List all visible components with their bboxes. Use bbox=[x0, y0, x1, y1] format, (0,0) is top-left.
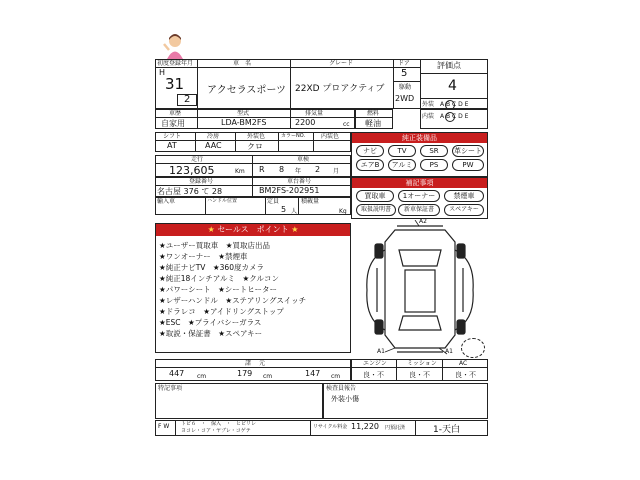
car-name: アクセラスポーツ bbox=[207, 85, 286, 96]
displacement: 2200 bbox=[295, 118, 316, 127]
era: H bbox=[159, 68, 166, 77]
note-item: 禁煙車 bbox=[444, 190, 484, 202]
reg-year: 31 bbox=[165, 75, 185, 93]
equipment-title: 純正装備品 bbox=[352, 133, 487, 143]
note-item: 買取車 bbox=[356, 190, 394, 202]
dim-width: 179 bbox=[237, 369, 253, 378]
ac-cond-label: AC bbox=[459, 360, 468, 367]
car-damage-diagram bbox=[355, 220, 488, 356]
exterior-label: 外装 bbox=[422, 101, 435, 108]
engine-status: 良・不 bbox=[363, 371, 384, 379]
model-label: 型式 bbox=[237, 110, 250, 117]
cc: cc bbox=[343, 121, 350, 128]
reg-no-label: 登録番号 bbox=[189, 178, 214, 185]
parts-text: ヨコレ・コア・ヤブレ・コゲテ bbox=[181, 428, 251, 434]
equip-item: PW bbox=[452, 159, 484, 171]
note-item: スペアキー bbox=[444, 204, 484, 216]
sales-point: ★純正ナビTV ★360度カメラ bbox=[159, 263, 264, 272]
exterior-color-label: 外装色 bbox=[247, 133, 266, 140]
dimensions-title: 諸元 bbox=[245, 360, 274, 367]
equip-item: PS bbox=[420, 159, 448, 171]
tools-text: トビ６ ・ 保入 ・ ヒビリレ bbox=[181, 421, 257, 427]
equip-item: SR bbox=[420, 145, 448, 157]
fuel-label: 燃料 bbox=[367, 110, 380, 117]
mileage: 123,605 bbox=[169, 164, 215, 177]
ac-label: 冷房 bbox=[207, 133, 220, 140]
doors: 5 bbox=[401, 68, 408, 79]
recycle-note: 円預託済 bbox=[385, 425, 406, 431]
cm: cm bbox=[263, 373, 273, 380]
recycle-amount: 11,220 bbox=[351, 422, 379, 431]
dashed-circle bbox=[461, 338, 485, 358]
use-label: 車歴 bbox=[169, 110, 182, 117]
note-item: 新車保証書 bbox=[398, 204, 440, 216]
reg-month: 2 bbox=[184, 94, 191, 105]
ac-type: AAC bbox=[205, 141, 222, 150]
load-label: 積載量 bbox=[301, 198, 320, 205]
shift: AT bbox=[167, 141, 177, 150]
import-label: 輸入車 bbox=[157, 198, 176, 205]
sales-point: ★パワーシート ★シートヒーター bbox=[159, 285, 277, 294]
recycle-label: リサイクル料金 bbox=[313, 424, 348, 430]
displacement-label: 排気量 bbox=[305, 110, 324, 117]
mission-status: 良・不 bbox=[409, 371, 430, 379]
sales-point: ★ESC ★プライバシーガラス bbox=[159, 318, 262, 327]
capacity: 5 bbox=[281, 205, 287, 214]
sales-point: ★レザーハンドル ★ステアリングスイッチ bbox=[159, 296, 307, 305]
inspector-label: 検査員報告 bbox=[326, 385, 357, 392]
equip-item: ナビ bbox=[356, 145, 384, 157]
damage-mark: A1 bbox=[445, 348, 453, 355]
fw-label: F W bbox=[158, 423, 170, 430]
handle-label: ハンドル位置 bbox=[207, 198, 238, 204]
ac-status: 良・不 bbox=[455, 371, 476, 379]
engine-label: エンジン bbox=[363, 360, 387, 367]
interior-selected-circle bbox=[445, 112, 455, 122]
storage-location: 1-天白 bbox=[433, 425, 460, 435]
note-item: 取扱説明書 bbox=[356, 204, 396, 216]
dim-height: 147 bbox=[305, 369, 321, 378]
inspection-label: 車検 bbox=[297, 156, 310, 163]
equip-item: TV bbox=[388, 145, 416, 157]
drive-label: 駆動 bbox=[399, 84, 412, 91]
score: 4 bbox=[448, 78, 457, 94]
reg-no: 名古屋 376 て 28 bbox=[157, 187, 223, 196]
auction-sheet bbox=[155, 28, 488, 448]
chassis: BM2FS-202951 bbox=[259, 186, 320, 195]
chassis-label: 車台番号 bbox=[287, 178, 312, 185]
grade-label: グレード bbox=[329, 60, 354, 67]
sales-point: ★ドラレコ ★アイドリングストップ bbox=[159, 307, 284, 316]
damage-mark: A1 bbox=[377, 348, 385, 355]
cm: cm bbox=[331, 373, 341, 380]
kg: Kg bbox=[339, 208, 347, 215]
mileage-label: 走行 bbox=[191, 156, 204, 163]
drive: 2WD bbox=[395, 94, 415, 103]
exterior-selected-circle bbox=[445, 100, 455, 110]
sales-points bbox=[159, 240, 306, 339]
person: 人 bbox=[291, 208, 298, 215]
first-reg-label: 初度登録年月 bbox=[157, 60, 194, 67]
insp-era: R bbox=[259, 165, 265, 174]
km: Km bbox=[235, 168, 245, 175]
inspector-note: 外装小傷 bbox=[331, 395, 359, 403]
sales-point: ★純正18インチアルミ ★クルコン bbox=[159, 274, 279, 283]
tsuki: 月 bbox=[333, 168, 340, 175]
shift-label: シフト bbox=[163, 133, 182, 140]
sales-point: ★取説・保証書 ★スペアキー bbox=[159, 329, 263, 338]
notes-title: 補記事項 bbox=[352, 178, 487, 188]
interior-label: 内装 bbox=[422, 113, 435, 120]
equip-item: アルミ bbox=[388, 159, 416, 171]
use: 自家用 bbox=[161, 119, 185, 128]
equip-item: エアB bbox=[356, 159, 384, 171]
sales-point: ★ワンオーナー ★禁煙車 bbox=[159, 252, 248, 261]
exterior-grades: A B C D E bbox=[440, 101, 469, 108]
mission-label: ミッション bbox=[407, 360, 437, 367]
grade: 22XD プロアクティブ bbox=[295, 84, 385, 94]
capacity-label: 定員 bbox=[267, 198, 280, 205]
nen: 年 bbox=[295, 168, 302, 175]
equip-item: 革シート bbox=[454, 147, 482, 155]
interior-grades: A B C D E bbox=[440, 113, 469, 120]
fuel: 軽油 bbox=[365, 119, 381, 128]
color-no-label: カラーNO. bbox=[281, 133, 306, 139]
special-label: 特記事項 bbox=[158, 385, 183, 392]
sales-title-text: セールス ポイント bbox=[217, 225, 289, 234]
sales-title: ★ セールス ポイント ★ bbox=[156, 224, 350, 236]
interior-color-label: 内装色 bbox=[321, 133, 340, 140]
damage-mark: A2 bbox=[419, 218, 427, 225]
cm: cm bbox=[197, 373, 207, 380]
dim-length: 447 bbox=[169, 369, 185, 378]
sales-point: ★ユーザー買取車 ★買取店出品 bbox=[159, 241, 270, 250]
note-item: 1オーナー bbox=[398, 190, 440, 202]
insp-month: 2 bbox=[315, 165, 321, 174]
model: LDA-BM2FS bbox=[221, 118, 267, 127]
score-label: 評価点 bbox=[437, 61, 461, 70]
exterior-color: クロ bbox=[247, 142, 263, 151]
car-name-label: 車名 bbox=[233, 60, 258, 67]
door-label: ドア bbox=[398, 60, 410, 67]
insp-year: 8 bbox=[279, 165, 285, 174]
